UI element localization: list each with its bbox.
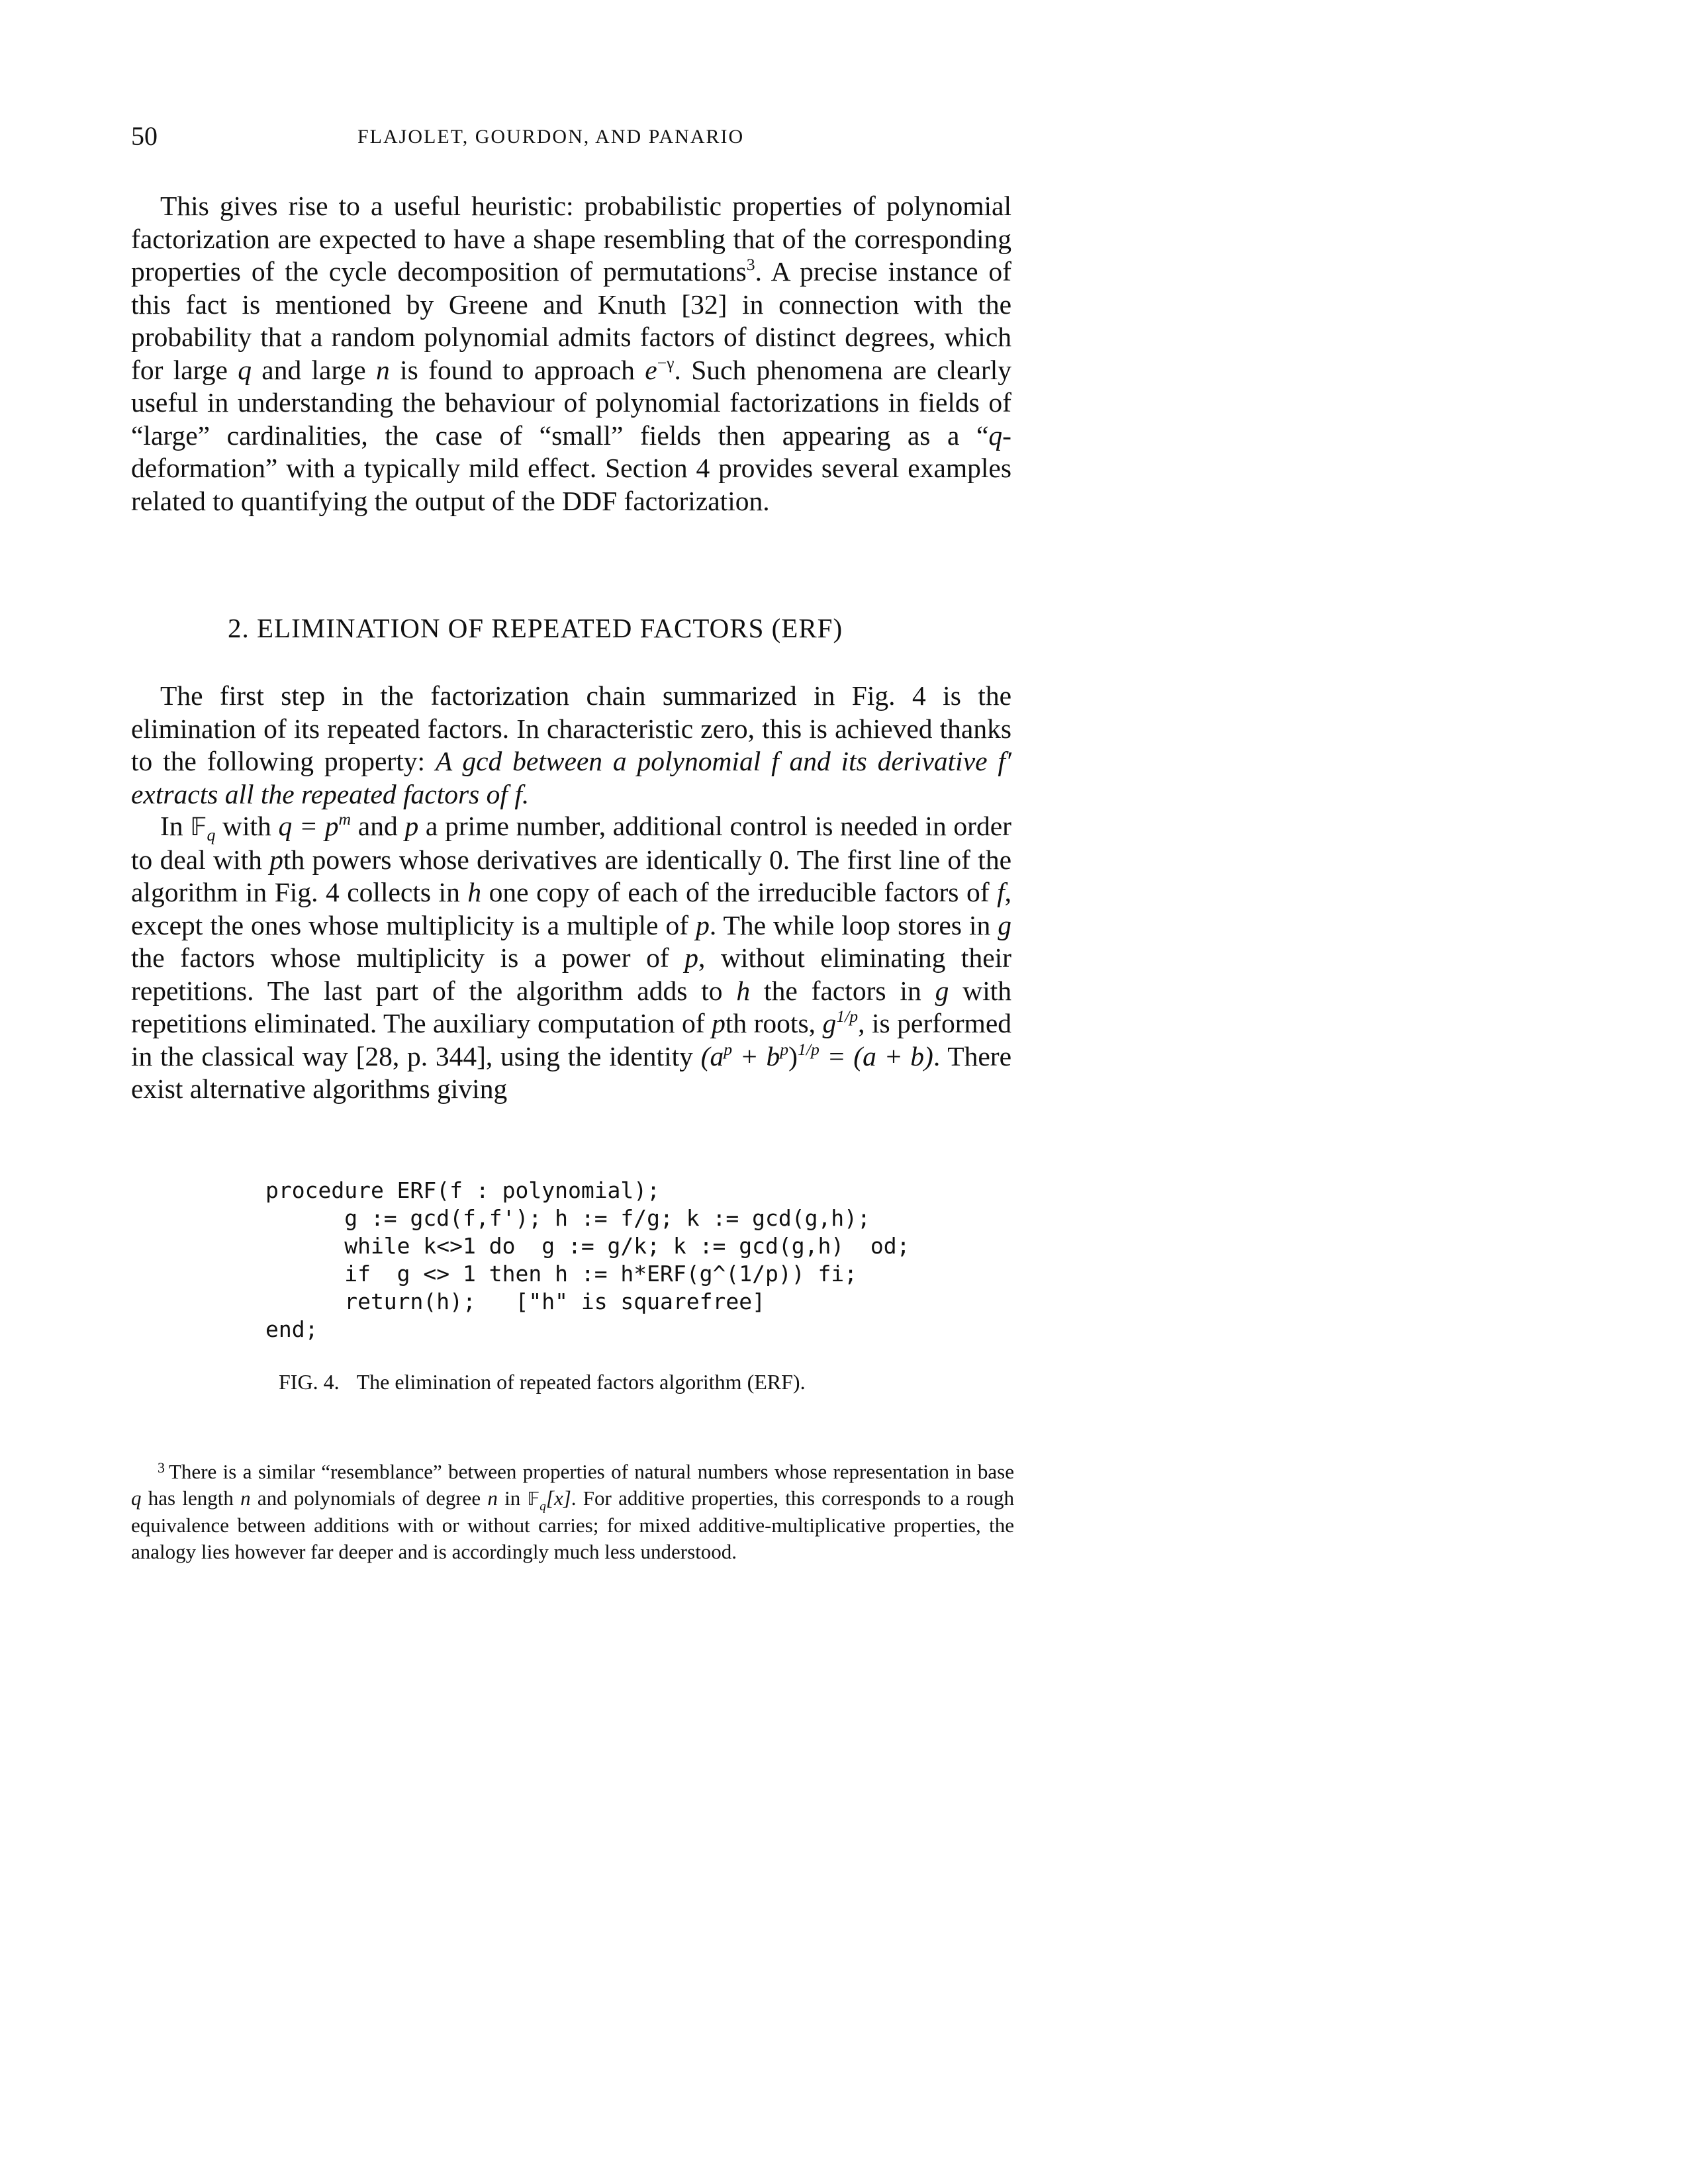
paragraph-heuristic: This gives rise to a useful heuristic: probabilistic properties of polynomial factorization are expected to have a shape resembling that of the corresponding properties of the cycle decomposition of permutations$^3$. A precise instance of this fact is mentioned by Greene and Knuth [32] in connection with the probability that a random polynomial admits factors of distinct degrees, which for large q and large n is found to approach $e^{-\gamma}$. Such phenomena are clearly useful in understanding the behaviour of polynomial factorizations in fields of “large” cardinalities, the case of “small” fields then appearing as a “q-deformation” with a typically mild effect. Section 4 provides several examples related to quantifying the output of the DDF factorization. — [131, 191, 1012, 516]
code-line: return(h); ["h" is squarefree] — [265, 1289, 765, 1314]
code-line: g := gcd(f,f'); h := f/g; k := gcd(g,h); — [265, 1205, 870, 1231]
code-line: if g <> 1 then h := h*ERF(g^(1/p)) fi; — [265, 1261, 858, 1287]
code-line: end; — [265, 1316, 318, 1342]
footnote: $^3$ There is a similar “resemblance” between properties of natural numbers whose representation in base q has length n and polynomials of degree n in 𝔽$_q$[x]. For additive properties, this corresponds to a rough equivalence between additions with or without carries; for mixed additive-multiplicative properties, the analogy lies however far deeper and is accordingly much less understood. — [131, 1459, 1015, 1563]
code-line: while k<>1 do g := g/k; k := gcd(g,h) od; — [265, 1233, 910, 1259]
footnote-mark: 3 — [158, 1459, 165, 1476]
paragraph-first-step: The first step in the factorization chain summarized in Fig. 4 is the elimination of its repeated factors. In characteristic zero, this is achieved thanks to the following property: A gcd between a polynomial f and its derivative f′ extracts all the repeated factors of f. — [131, 680, 1011, 809]
footnote-ref[interactable]: 3 — [746, 255, 755, 274]
running-head: FLAJOLET, GOURDON, AND PANARIO — [357, 126, 745, 148]
figure-caption — [279, 1370, 806, 1394]
page-number: 50 — [131, 121, 158, 151]
paragraph-finite-field: In 𝔽$_q$ with $q = p^m$ and p a prime number, additional control is needed in order to deal with pth powers whose derivatives are identically 0. The first line of the algorithm in Fig. 4 collects in h one copy of each of the irreducible factors of f, except the ones whose multiplicity is a multiple of p. The while loop stores in g the factors whose multiplicity is a power of p, without eliminating their repetitions. The last part of the algorithm adds to h the factors in g with repetitions eliminated. The auxiliary computation of pth roots, $g^{1/p}$, is performed in the classical way [28, p. 344], using the identity $(a^p + b^p)^{1/p} = (a + b)$. There exist alternative algorithms giving — [131, 809, 1012, 1104]
figure-label: FIG. 4. — [279, 1370, 340, 1394]
code-line: procedure ERF(f : polynomial); — [265, 1177, 661, 1203]
algorithm-code — [265, 1177, 910, 1343]
figure-caption-text: The elimination of repeated factors algorithm (ERF). — [356, 1370, 806, 1394]
section-heading: 2. ELIMINATION OF REPEATED FACTORS (ERF) — [228, 613, 843, 643]
